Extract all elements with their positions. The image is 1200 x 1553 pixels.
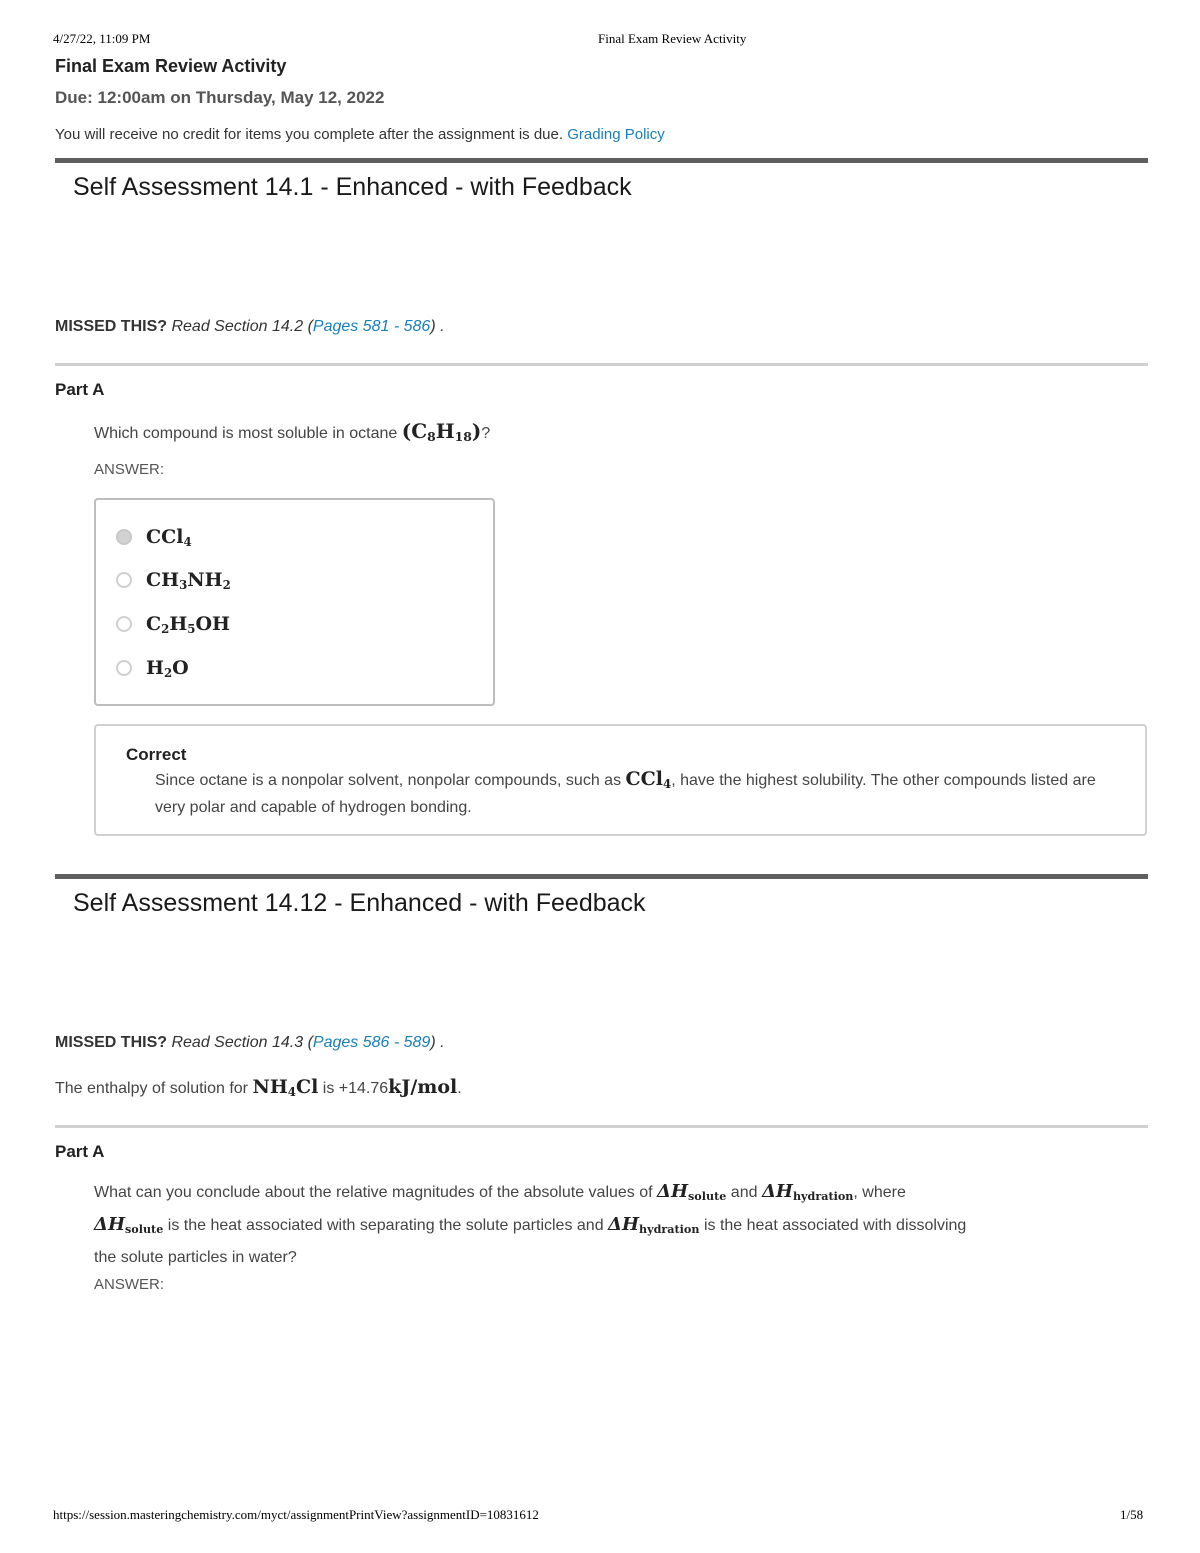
missed-end: ) .: [430, 1034, 445, 1051]
missed-this-note: [55, 1034, 445, 1052]
print-datetime: 4/27/22, 11:09 PM: [53, 31, 151, 46]
answer-label: ANSWER:: [94, 1276, 165, 1293]
pages-link[interactable]: Pages 581 - 586: [312, 318, 431, 335]
radio-button[interactable]: [116, 529, 132, 545]
due-date: Due: 12:00am on Thursday, May 12, 2022: [55, 88, 385, 107]
missed-this-note: [55, 318, 445, 336]
part-divider: [55, 1125, 1148, 1128]
missed-end: ) .: [430, 318, 445, 335]
feedback-text: Since octane is a nonpolar solvent, nonpolar compounds, such as CCl$_4$, have the highest solubility. The other compounds listed are very polar and capable of hydrogen bonding.: [155, 768, 1096, 816]
feedback-title: Correct: [126, 745, 187, 764]
missed-label: MISSED THIS?: [55, 1034, 168, 1051]
section-title: Self Assessment 14.12 - Enhanced - with Feedback: [73, 889, 646, 917]
choice-c2h5oh[interactable]: [116, 610, 230, 638]
choice-label: $C_2H_5OH$: [146, 612, 230, 636]
missed-label: MISSED THIS?: [55, 318, 168, 335]
late-note: [55, 126, 665, 143]
late-note-text: You will receive no credit for items you complete after the assignment is due.: [55, 126, 564, 143]
assignment-title: Final Exam Review Activity: [55, 56, 287, 76]
question-text: What can you conclude about the relative magnitudes of the absolute values of $\Delta H_{solute}$ and $\Delta H_{hydration}$, where $\Delta H_{solute}$ is the heat associated with separating the solute particles and $\Delta H_{hydration}$ is the heat associated with dissolving the solute particles in water?: [94, 1181, 967, 1266]
question-text: [94, 417, 490, 451]
part-divider: [55, 363, 1148, 366]
choice-label: $CH_3NH_2$: [146, 568, 231, 592]
radio-button[interactable]: [116, 616, 132, 632]
choice-h2o[interactable]: [116, 654, 189, 682]
grading-policy-link[interactable]: Grading Policy: [567, 126, 665, 143]
question-body: Which compound is most soluble in octane: [94, 425, 398, 442]
pages-link[interactable]: Pages 586 - 589: [312, 1034, 431, 1051]
question-end: ?: [481, 425, 491, 442]
page-number: 1/58: [1120, 1507, 1144, 1522]
radio-button[interactable]: [116, 660, 132, 676]
section-title: Self Assessment 14.1 - Enhanced - with Feedback: [73, 173, 632, 201]
section-divider: [55, 874, 1148, 879]
choice-ch3nh2[interactable]: [116, 566, 231, 594]
print-doc-title: Final Exam Review Activity: [598, 31, 747, 46]
missed-read: Read Section 14.2 (: [171, 318, 313, 335]
part-label: Part A: [55, 380, 105, 399]
radio-button[interactable]: [116, 572, 132, 588]
page-url: https://session.masteringchemistry.com/myct/assignmentPrintView?assignmentID=10831612: [53, 1507, 539, 1522]
missed-read: Read Section 14.3 (: [171, 1034, 313, 1051]
choice-ccl4[interactable]: [116, 523, 192, 551]
answer-label: ANSWER:: [94, 461, 165, 478]
octane-formula: $(C_8H_{18})$: [401, 419, 482, 445]
enthalpy-statement: The enthalpy of solution for $NH_4Cl$ is +14.76kJ/mol.: [55, 1076, 462, 1099]
choice-label: CCl$_4$: [146, 525, 192, 549]
section-divider: [55, 158, 1148, 163]
choice-label: $H_2O$: [146, 656, 189, 680]
part-label: Part A: [55, 1142, 105, 1161]
